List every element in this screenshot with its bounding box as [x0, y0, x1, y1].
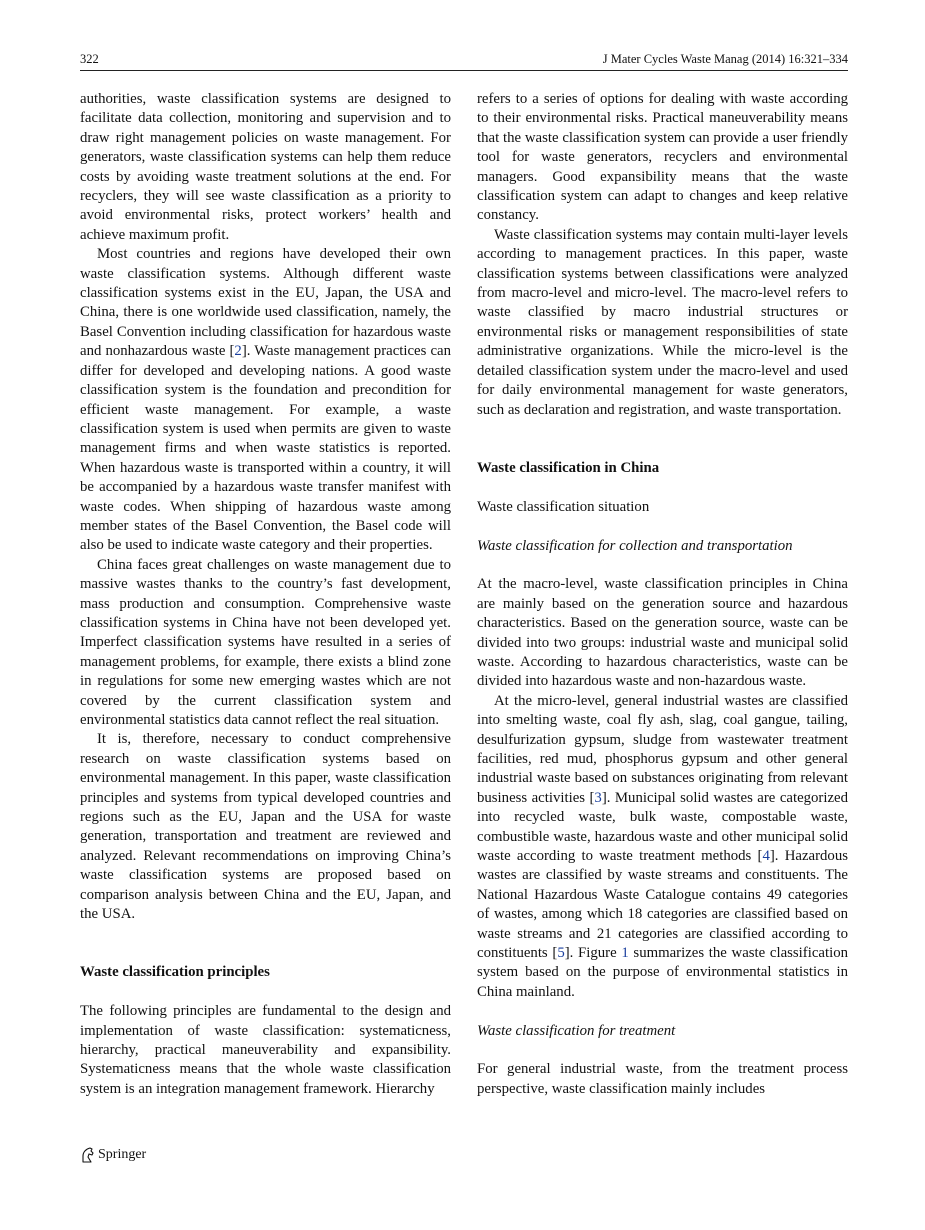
citation-link[interactable]: 5: [557, 945, 565, 962]
journal-citation: J Mater Cycles Waste Manag (2014) 16:321–334: [602, 52, 848, 66]
citation-link[interactable]: 4: [762, 847, 770, 864]
paragraph: Waste classification systems may contain multi-layer levels according to management practices. In this paper, waste classification systems between classifications were analyzed from macro-level and micro-level. The macro-level refers to waste classified by macro industrial structures or environmental risks or management responsibilities of state administrative organizations. While the micro-level is the detailed classification system under the macro-level and used for daily environmental management for waste generators, such as declaration and registration, and waste transportation.: [477, 226, 848, 418]
footer: [80, 1145, 146, 1165]
paragraph: Most countries and regions have developed their own waste classification systems. Although different waste classification systems exist in the EU, Japan, the USA and China, there is one worldwide used classification, namely, the Basel Convention including classification for hazardous waste and nonhazardous waste [2]. Waste management practices can differ for developed and developing nations. A good waste classification system is the foundation and precondition for efficient waste management. For example, a waste classification system is used when permits are given to waste management firms and when waste statistics is reported. When hazardous waste is transported within a country, it will be accompanied by a hazardous waste transfer manifest with waste codes. When shipping of hazardous waste among member states of the Basel Convention, the Basel code will also be used to indicate waste category and their properties.: [80, 246, 451, 554]
header-rule: [80, 70, 848, 71]
citation-link[interactable]: 3: [594, 789, 602, 806]
paragraph: At the micro-level, general industrial wastes are classified into smelting waste, coal fly ash, slag, coal gangue, tailing, desulfurization gypsum, sludge from wastewater treatment facilities, red mud, phosphorus gypsum and other general industrial waste based on substances originating from relevant business activities [3]. Municipal solid wastes are categorized into recycled waste, bulk waste, compostable waste, combustible waste, hazardous waste and other municipal solid waste according to waste treatment methods [4]. Hazardous wastes are classified by waste streams and constituents. The National Hazardous Waste Catalogue contains 49 categories of wastes, among which 18 categories are classified based on waste streams and 21 categories are classified according to constituents [5]. Figure 1 summarizes the waste classification system based on the purpose of environmental statistics in China mainland.: [477, 692, 848, 1000]
figure-link[interactable]: 1: [621, 945, 629, 962]
paragraph: It is, therefore, necessary to conduct comprehensive research on waste classification systems based on environmental management. In this paper, waste classification principles and systems from typical developed countries and regions such as the EU, Japan and the USA for waste generation, transportation and treatment are reviewed and analyzed. Relevant recommendations on improving China’s waste classification systems are proposed based on comparison analysis between China and the EU, Japan, and the USA.: [80, 731, 451, 923]
paragraph: At the macro-level, waste classification principles in China are mainly based on the generation source and hazardous characteristics. Based on the generation source, waste can be divided into two groups: industrial waste and municipal solid waste. According to hazardous characteristics, waste can be divided into hazardous waste and non-hazardous waste.: [477, 576, 848, 690]
paragraph: refers to a series of options for dealing with waste according to their environmental risks. Practical maneuverability means that the waste classification system can provide a user friendly tool for waste generators, recyclers and environmental managers. Good expansibility means that the waste classification system can adapt to changes and keep relative constancy.: [477, 91, 848, 224]
section-heading: Waste classification principles: [80, 964, 270, 981]
springer-horse-icon: [80, 1147, 94, 1163]
section-heading: Waste classification in China: [477, 459, 660, 476]
citation-link[interactable]: 2: [234, 343, 242, 360]
right-column: [477, 90, 848, 1099]
publisher-name: Springer: [98, 1147, 147, 1162]
subsubsection-heading: Waste classification for collection and transportation: [477, 537, 793, 554]
page-number: 322: [80, 52, 99, 66]
subsection-heading: Waste classification situation: [477, 498, 650, 515]
paragraph: The following principles are fundamental to the design and implementation of waste classification: systematicness, hierarchy, practical maneuverability and expansibility. Systematicness means that the whole waste classification system is an integration management framework. Hierarchy: [80, 1003, 451, 1097]
paragraph: For general industrial waste, from the treatment process perspective, waste classification mainly includes: [477, 1061, 848, 1097]
paragraph: authorities, waste classification systems are designed to facilitate data collection, monitoring and supervision and to draw right management policies on waste management. For generators, waste classification systems can help them reduce costs by avoiding waste treatment solutions at the end. For recyclers, they will see waste classification as a priority to avoid environmental risks, protect workers’ health and achieve maximum profit.: [80, 91, 451, 243]
subsubsection-heading: Waste classification for treatment: [477, 1022, 676, 1039]
running-header: [80, 52, 848, 68]
left-column: [80, 90, 451, 1099]
paragraph: China faces great challenges on waste management due to massive wastes thanks to the country’s fast development, mass production and consumption. Comprehensive waste classification systems in China have not been developed yet. Imperfect classification systems have resulted in a series of management problems, for example, there exists a blind zone in regulations for some new emerging wastes which are not covered by the current classification system and environmental statistics data cannot reflect the real situation.: [80, 556, 451, 728]
